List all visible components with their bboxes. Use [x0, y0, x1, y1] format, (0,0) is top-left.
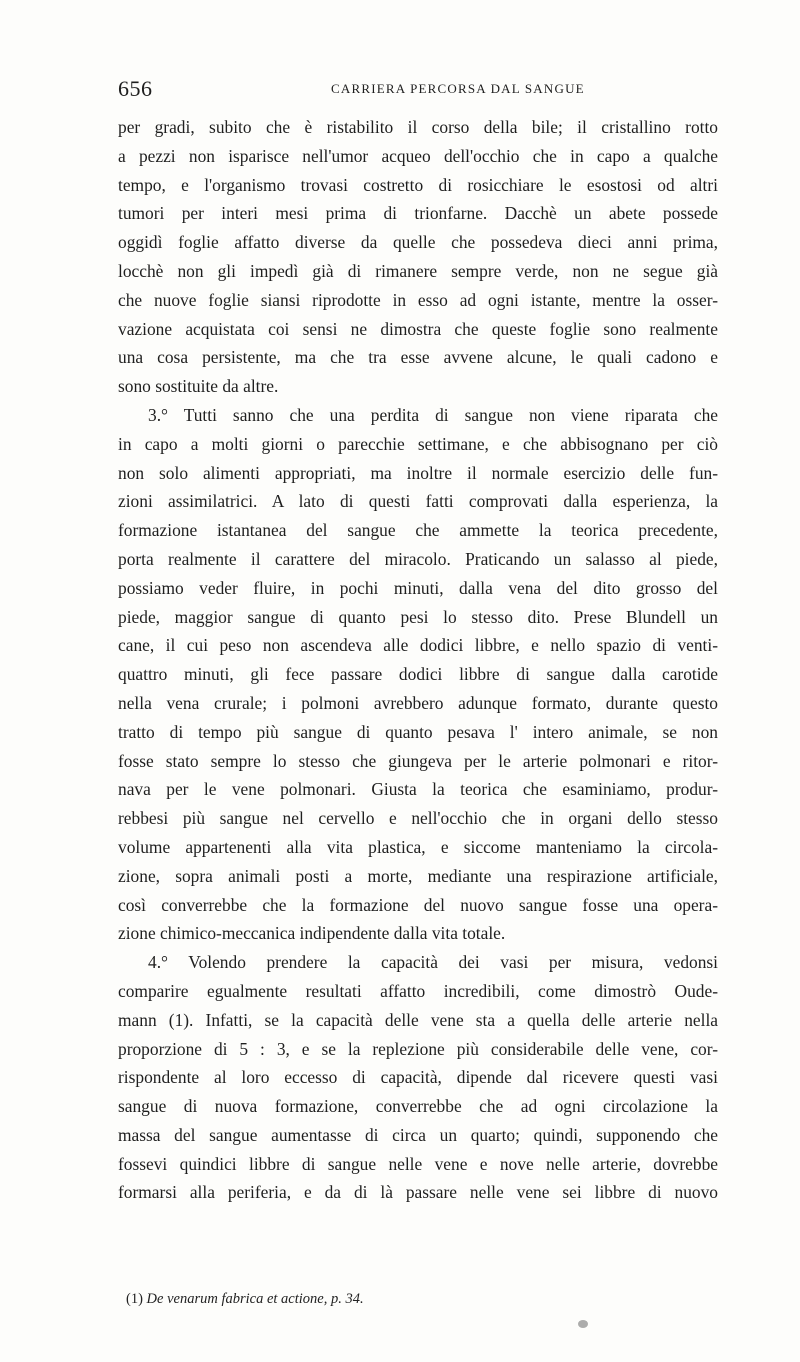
- text-line: zione, sopra animali posti a morte, mediante una respirazione artificiale,: [118, 865, 718, 886]
- text-line: zione chimico-meccanica indipendente dalla vita totale.: [118, 923, 506, 944]
- text-line: rispondente al loro eccesso di capacità, dipende dal ricevere questi vasi: [118, 1067, 718, 1088]
- text-line: cane, il cui peso non ascendeva alle dodici libbre, e nello spazio di venti-: [118, 635, 718, 656]
- text-line: mann (1). Infatti, se la capacità delle vene sta a quella delle arterie nella: [118, 1009, 718, 1030]
- text-line: volume appartenenti alla vita plastica, e siccome manteniamo la circola-: [118, 836, 718, 857]
- text-line: nella vena crurale; i polmoni avrebbero adunque formato, durante questo: [118, 692, 718, 713]
- running-head: CARRIERA PERCORSA DAL SANGUE: [331, 81, 585, 96]
- text-line: che nuove foglie siansi riprodotte in esso ad ogni istante, mentre la osser-: [118, 289, 718, 310]
- text-line: 3.° Tutti sanno che una perdita di sangue non viene riparata che: [148, 404, 718, 425]
- text-line: vazione acquistata coi sensi ne dimostra che queste foglie sono realmente: [118, 318, 718, 339]
- footnote-page: p. 34.: [330, 1291, 364, 1307]
- text-line: per gradi, subito che è ristabilito il corso della bile; il cristallino rotto: [118, 117, 718, 137]
- ink-smudge: [578, 1320, 588, 1328]
- text-line: sangue di nuova formazione, converrebbe che ad ogni circolazione la: [118, 1096, 718, 1117]
- text-line: comparire egualmente resultati affatto incredibili, come dimostrò Oude-: [118, 980, 718, 1001]
- text-line: piede, maggior sangue di quanto pesi lo stesso dito. Prese Blundell un: [118, 606, 718, 627]
- text-line: tratto di tempo più sangue di quanto pesava l' intero animale, se non: [118, 721, 718, 742]
- footnote: [126, 1291, 364, 1308]
- text-line: 4.° Volendo prendere la capacità dei vasi per misura, vedonsi: [148, 952, 718, 973]
- footnote-marker: (1): [126, 1291, 143, 1307]
- text-line: in capo a molti giorni o parecchie settimane, e che abbisognano per ciò: [118, 433, 718, 454]
- text-line: formarsi alla periferia, e da di là passare nelle vene sei libbre di nuovo: [118, 1182, 718, 1203]
- text-line: quattro minuti, gli fece passare dodici libbre di sangue dalla carotide: [118, 664, 718, 685]
- text-line: fossevi quindici libbre di sangue nelle vene e nove nelle arterie, dovrebbe: [118, 1153, 718, 1174]
- text-line: locchè non gli impedì già di rimanere sempre verde, non ne segue già: [118, 260, 718, 281]
- text-line: a pezzi non isparisce nell'umor acqueo dell'occhio che in capo a qualche: [118, 145, 718, 166]
- text-line: non solo alimenti appropriati, ma inoltre il normale esercizio delle fun-: [118, 462, 718, 483]
- text-line: zioni assimilatrici. A lato di questi fatti comprovati dalla esperienza, la: [118, 491, 718, 512]
- text-line: sono sostituite da altre.: [118, 376, 279, 397]
- text-line: oggidì foglie affatto diverse da quelle che possedeva dieci anni prima,: [118, 232, 718, 253]
- page-header: [118, 76, 718, 102]
- body-text: [118, 113, 718, 1207]
- footnote-title: De venarum fabrica et actione,: [146, 1291, 328, 1307]
- text-line: porta realmente il carattere del miracolo. Praticando un salasso al piede,: [118, 548, 718, 569]
- text-line: formazione istantanea del sangue che ammette la teorica precedente,: [118, 520, 718, 541]
- text-line: rebbesi più sangue nel cervello e nell'occhio che in organi dello stesso: [118, 808, 718, 829]
- text-line: massa del sangue aumentasse di circa un quarto; quindi, supponendo che: [118, 1124, 718, 1145]
- text-line: possiamo veder fluire, in pochi minuti, dalla vena del dito grosso del: [118, 577, 718, 598]
- text-line: fosse stato sempre lo stesso che giungeva per le arterie polmonari e ritor-: [118, 750, 718, 771]
- text-line: tumori per interi mesi prima di trionfarne. Dacchè un abete possede: [118, 203, 718, 224]
- text-line: così converrebbe che la formazione del nuovo sangue fosse una opera-: [118, 894, 718, 915]
- text-line: proporzione di 5 : 3, e se la replezione più considerabile delle vene, cor-: [118, 1038, 718, 1059]
- text-line: tempo, e l'organismo trovasi costretto di rosicchiare le esostosi od altri: [118, 174, 718, 195]
- page-number: 656: [118, 76, 153, 101]
- text-line: nava per le vene polmonari. Giusta la teorica che esaminiamo, produr-: [118, 779, 718, 800]
- text-line: una cosa persistente, ma che tra esse avvene alcune, le quali cadono e: [118, 347, 718, 368]
